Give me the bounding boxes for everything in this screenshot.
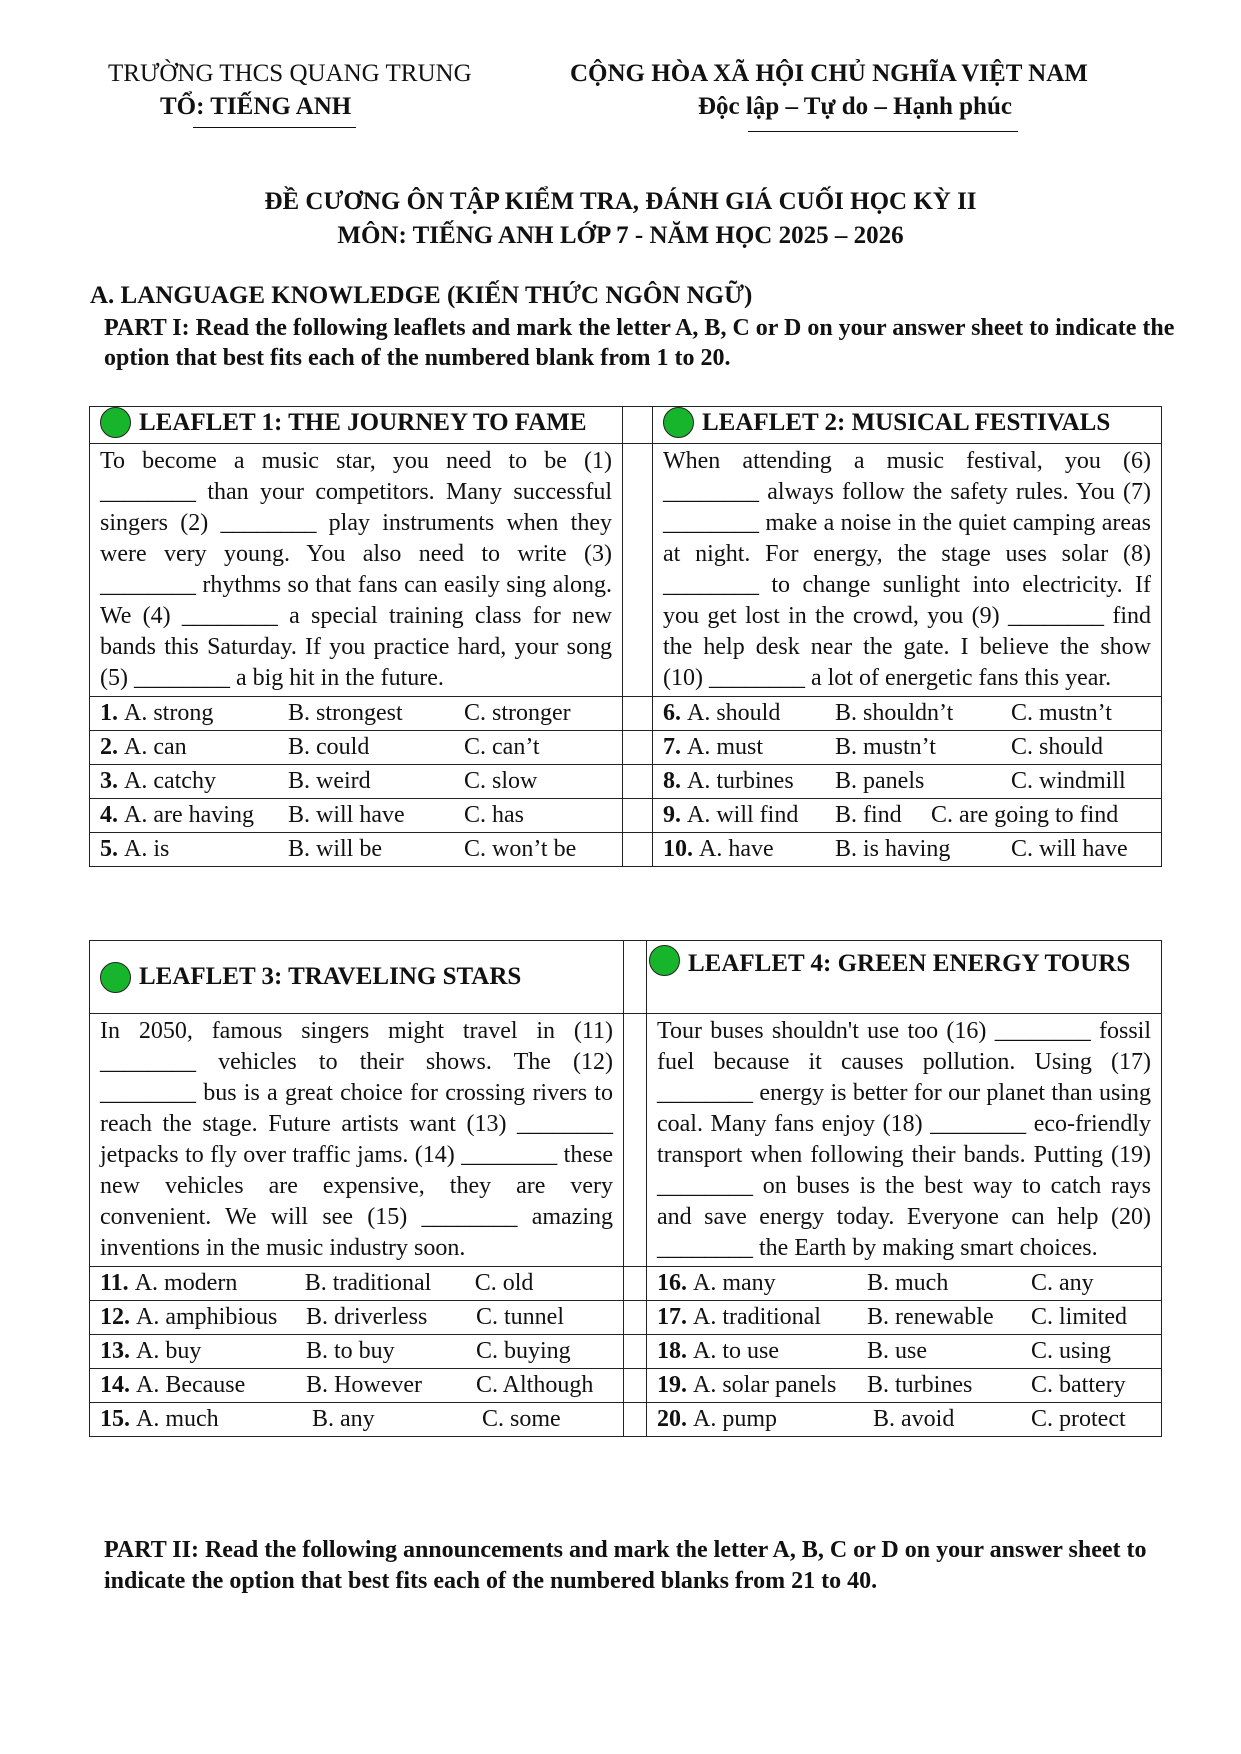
question-row bbox=[90, 1301, 624, 1335]
column-gap bbox=[624, 1301, 647, 1335]
leaflet-table-1-2 bbox=[89, 406, 1162, 867]
question-number: 20. bbox=[657, 1406, 687, 1432]
option-c: C. mustn’t bbox=[1011, 700, 1112, 726]
option-a: A. pump bbox=[693, 1406, 777, 1432]
option-a: A. much bbox=[136, 1406, 219, 1432]
leaflet-4-body bbox=[647, 1014, 1162, 1267]
option-a: A. buy bbox=[136, 1338, 202, 1364]
option-c: C. stronger bbox=[464, 700, 571, 726]
question-row bbox=[90, 799, 623, 833]
question-row bbox=[90, 833, 623, 867]
school-name: TRƯỜNG THCS QUANG TRUNG bbox=[108, 60, 472, 87]
option-a: A. should bbox=[687, 700, 781, 726]
question-row bbox=[90, 1267, 624, 1301]
option-c: C. any bbox=[1031, 1270, 1094, 1296]
part1-instruction: PART I: Read the following leaflets and mark the letter A, B, C or D on your answer sheet to indicate the option that best fits each of the numbered blank from 1 to 20. bbox=[104, 315, 1175, 371]
option-a: A. can bbox=[124, 734, 187, 760]
option-b: B. shouldn’t bbox=[835, 700, 954, 726]
question-number: 4. bbox=[100, 802, 118, 828]
column-gap bbox=[623, 697, 653, 731]
question-number: 14. bbox=[100, 1372, 130, 1398]
header-left-underline bbox=[193, 127, 356, 128]
option-a: A. must bbox=[687, 734, 764, 760]
leaflet-text: When attending a music festival, you (6) ________ always follow the safety rules. You (7) ________ make a noise in the quiet camping areas at night. For energy, the stage uses solar (8) ________ to change sunlight into electricity. If you get lost in the crowd, you (9) ________ find the help desk near the gate. I believe the show (10) ________ a lot of energetic fans this year. bbox=[663, 448, 1151, 691]
option-b: B. mustn’t bbox=[835, 734, 936, 760]
option-b: B. is having bbox=[835, 836, 951, 862]
option-b: B. will be bbox=[288, 836, 382, 862]
option-b: B. any bbox=[312, 1406, 375, 1432]
part2-instruction: PART II: Read the following announcements and mark the letter A, B, C or D on your answer sheet to indicate the option that best fits each of the numbered blanks from 21 to 40. bbox=[104, 1537, 1147, 1594]
question-row bbox=[647, 1369, 1162, 1403]
column-gap bbox=[624, 941, 647, 1014]
option-a: A. is bbox=[124, 836, 170, 862]
option-c: C. old bbox=[474, 1270, 534, 1296]
leaflet-text: Tour buses shouldn't use too (16) ________ fossil fuel because it causes pollution. Using (17) ________ energy is better for our planet than using coal. Many fans enjoy (18) ________ eco-friendly transport when following their bands. Putting (19) ________ on buses is the best way to catch rays and save energy today. Everyone can help (20) ________ the Earth by making smart choices. bbox=[657, 1018, 1151, 1261]
question-number: 12. bbox=[100, 1304, 130, 1330]
leaflet-text: In 2050, famous singers might travel in (11) ________ vehicles to their shows. The (12) ________ bus is a great choice for crossing rivers to reach the stage. Future artists want (13) ________ jetpacks to fly over traffic jams. (14) ________ these new vehicles are expensive, they are very convenient. We will see (15) ________ amazing inventions in the music industry soon. bbox=[100, 1018, 613, 1261]
question-row bbox=[647, 1335, 1162, 1369]
option-a: A. are having bbox=[124, 802, 254, 828]
question-row bbox=[90, 1369, 624, 1403]
option-b: B. could bbox=[288, 734, 370, 760]
question-row bbox=[653, 799, 1162, 833]
document-title: ĐỀ CƯƠNG ÔN TẬP KIỂM TRA, ĐÁNH GIÁ CUỐI HỌC KỲ II bbox=[264, 188, 977, 215]
leaflet-text: To become a music star, you need to be (1) ________ than your competitors. Many successful singers (2) ________ play instruments when they were very young. You also need to write (3) ________ rhythms so that fans can easily sing along. We (4) ________ a special training class for new bands this Saturday. If you practice hard, your song (5) ________ a big hit in the future. bbox=[100, 448, 612, 691]
option-b: B. panels bbox=[835, 768, 925, 794]
green-bullet-icon bbox=[663, 407, 694, 438]
option-b: B. renewable bbox=[867, 1304, 994, 1330]
question-number: 17. bbox=[657, 1304, 687, 1330]
option-b: B. much bbox=[867, 1270, 949, 1296]
leaflet-2-body bbox=[653, 444, 1162, 697]
option-c: C. limited bbox=[1031, 1304, 1127, 1330]
option-c: C. using bbox=[1031, 1338, 1112, 1364]
column-gap bbox=[623, 765, 653, 799]
leaflet-table-3-4 bbox=[89, 940, 1162, 1437]
green-bullet-icon bbox=[649, 945, 680, 976]
column-gap bbox=[623, 407, 653, 444]
question-row bbox=[90, 1335, 624, 1369]
option-b: B. traditional bbox=[304, 1270, 432, 1296]
question-number: 13. bbox=[100, 1338, 130, 1364]
question-number: 2. bbox=[100, 734, 118, 760]
option-c: C. won’t be bbox=[464, 836, 577, 862]
column-gap bbox=[623, 444, 653, 697]
option-c: C. are going to find bbox=[931, 802, 1119, 828]
question-row bbox=[90, 731, 623, 765]
leaflet-title: LEAFLET 1: THE JOURNEY TO FAME bbox=[139, 408, 587, 436]
question-number: 18. bbox=[657, 1338, 687, 1364]
leaflet-title: LEAFLET 4: GREEN ENERGY TOURS bbox=[688, 950, 1131, 977]
option-b: B. avoid bbox=[873, 1406, 955, 1432]
option-c: C. tunnel bbox=[476, 1304, 564, 1330]
option-b: B. strongest bbox=[288, 700, 403, 726]
column-gap bbox=[624, 1014, 647, 1267]
option-a: A. Because bbox=[136, 1372, 246, 1398]
option-c: C. windmill bbox=[1011, 768, 1126, 794]
leaflet-3-header bbox=[90, 941, 624, 1014]
leaflet-title: LEAFLET 2: MUSICAL FESTIVALS bbox=[702, 408, 1111, 436]
national-motto: Độc lập – Tự do – Hạnh phúc bbox=[698, 93, 1012, 120]
column-gap bbox=[623, 731, 653, 765]
question-number: 10. bbox=[663, 836, 693, 862]
question-row bbox=[90, 765, 623, 799]
question-number: 19. bbox=[657, 1372, 687, 1398]
option-c: C. should bbox=[1011, 734, 1104, 760]
option-b: B. use bbox=[867, 1338, 927, 1364]
option-c: C. slow bbox=[464, 768, 538, 794]
option-b: B. find bbox=[835, 802, 902, 828]
option-a: A. turbines bbox=[687, 768, 794, 794]
option-a: A. many bbox=[693, 1270, 776, 1296]
option-a: A. catchy bbox=[124, 768, 216, 794]
option-b: B. weird bbox=[288, 768, 371, 794]
option-c: C. has bbox=[464, 802, 524, 828]
option-b: B. driverless bbox=[306, 1304, 428, 1330]
column-gap bbox=[624, 1369, 647, 1403]
question-number: 5. bbox=[100, 836, 118, 862]
option-c: C. Although bbox=[476, 1372, 594, 1398]
option-c: C. can’t bbox=[464, 734, 540, 760]
leaflet-title: LEAFLET 3: TRAVELING STARS bbox=[139, 963, 522, 990]
column-gap bbox=[623, 833, 653, 867]
option-a: A. to use bbox=[693, 1338, 779, 1364]
question-row bbox=[647, 1267, 1162, 1301]
question-number: 1. bbox=[100, 700, 118, 726]
leaflet-1-body bbox=[90, 444, 623, 697]
document-subtitle: MÔN: TIẾNG ANH LỚP 7 - NĂM HỌC 2025 – 2026 bbox=[337, 222, 904, 249]
option-c: C. will have bbox=[1011, 836, 1128, 862]
column-gap bbox=[624, 1267, 647, 1301]
question-row bbox=[653, 731, 1162, 765]
header-left bbox=[108, 57, 508, 123]
header-right-underline bbox=[748, 131, 1018, 132]
leaflet-2-header bbox=[653, 407, 1162, 444]
option-a: A. strong bbox=[124, 700, 214, 726]
leaflet-1-header bbox=[90, 407, 623, 444]
question-number: 16. bbox=[657, 1270, 687, 1296]
option-a: A. amphibious bbox=[136, 1304, 278, 1330]
question-row bbox=[647, 1301, 1162, 1335]
question-row bbox=[90, 1403, 624, 1437]
option-c: C. battery bbox=[1031, 1372, 1126, 1398]
option-b: B. to buy bbox=[306, 1338, 395, 1364]
green-bullet-icon bbox=[100, 962, 131, 993]
column-gap bbox=[623, 799, 653, 833]
column-gap bbox=[624, 1403, 647, 1437]
question-row bbox=[90, 697, 623, 731]
department-name: TỔ: TIẾNG ANH bbox=[160, 93, 352, 120]
option-c: C. buying bbox=[476, 1338, 571, 1364]
option-c: C. protect bbox=[1031, 1406, 1126, 1432]
question-number: 15. bbox=[100, 1406, 130, 1432]
column-gap bbox=[624, 1335, 647, 1369]
option-a: A. will find bbox=[687, 802, 799, 828]
leaflet-3-body bbox=[90, 1014, 624, 1267]
question-row bbox=[653, 765, 1162, 799]
question-number: 8. bbox=[663, 768, 681, 794]
green-bullet-icon bbox=[100, 407, 131, 438]
question-number: 11. bbox=[100, 1270, 129, 1296]
header-right bbox=[570, 57, 1170, 123]
question-number: 3. bbox=[100, 768, 118, 794]
option-b: B. will have bbox=[288, 802, 405, 828]
question-number: 6. bbox=[663, 700, 681, 726]
option-b: B. turbines bbox=[867, 1372, 973, 1398]
country-name: CỘNG HÒA XÃ HỘI CHỦ NGHĨA VIỆT NAM bbox=[570, 60, 1088, 87]
option-a: A. solar panels bbox=[693, 1372, 837, 1398]
question-row bbox=[653, 833, 1162, 867]
section-a-heading: A. LANGUAGE KNOWLEDGE (KIẾN THỨC NGÔN NGỮ) bbox=[90, 282, 753, 309]
question-number: 7. bbox=[663, 734, 681, 760]
question-number: 9. bbox=[663, 802, 681, 828]
option-c: C. some bbox=[482, 1406, 561, 1432]
leaflet-4-header bbox=[647, 941, 1162, 1014]
option-a: A. have bbox=[699, 836, 774, 862]
question-row bbox=[647, 1403, 1162, 1437]
option-a: A. traditional bbox=[693, 1304, 821, 1330]
option-b: B. However bbox=[306, 1372, 422, 1398]
question-row bbox=[653, 697, 1162, 731]
option-a: A. modern bbox=[134, 1270, 238, 1296]
